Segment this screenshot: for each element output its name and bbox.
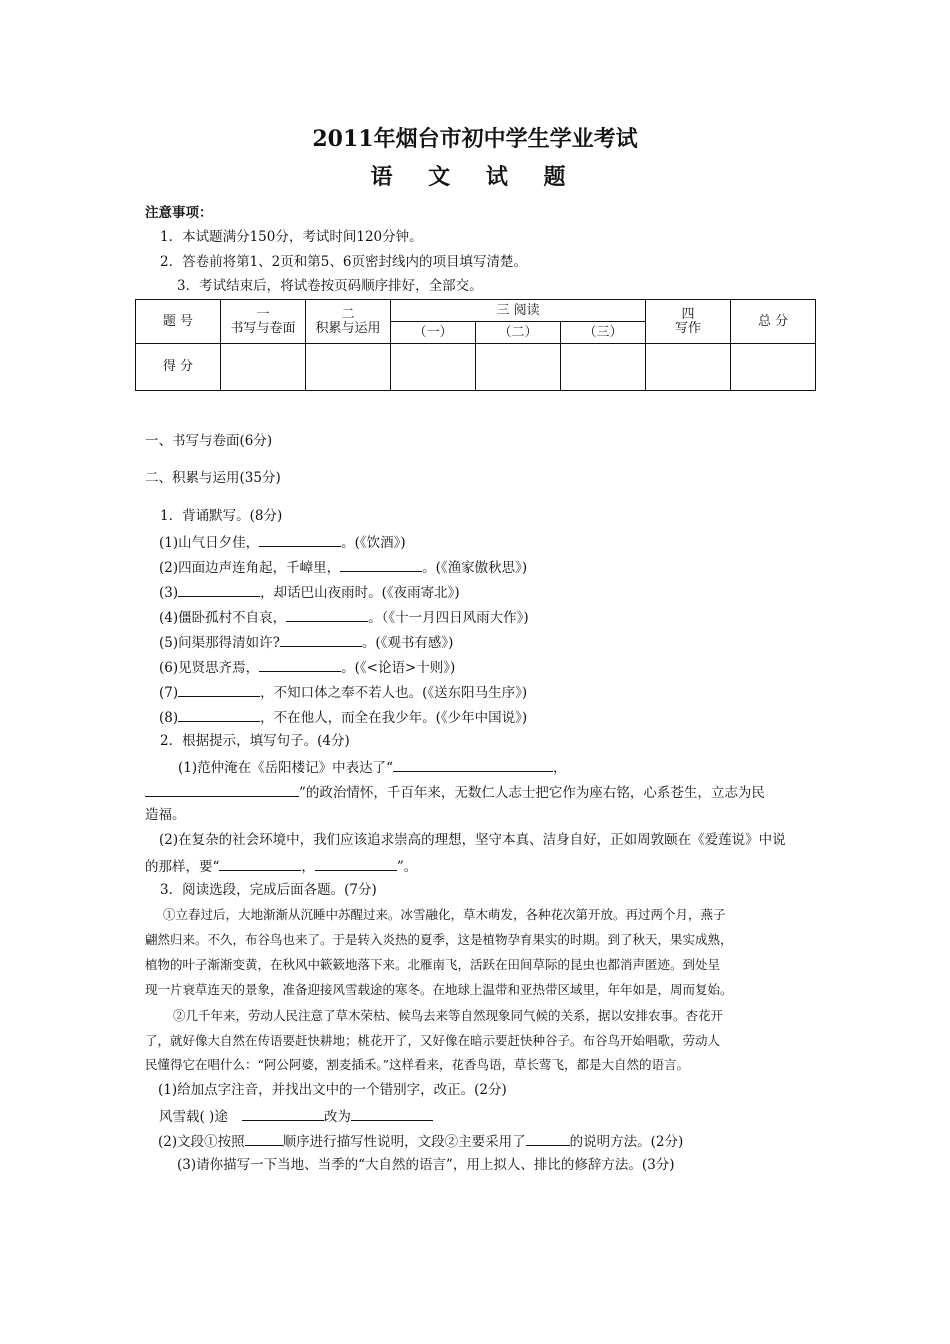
- col-accumulation-label: 积累与运用: [315, 320, 381, 336]
- recite-prompt: (1)山气日夕佳，: [159, 535, 260, 551]
- score-cell[interactable]: [646, 344, 731, 391]
- passage-line: 了，就好像大自然在传语要赶快耕地；桃花开了，又好像在暗示要赶快种谷子。布谷鸟开始唱歌，劳动人: [145, 1033, 721, 1048]
- recite-source: 。(《饮酒》): [341, 535, 406, 551]
- answer-blank[interactable]: [178, 707, 260, 722]
- fill-line: [145, 856, 417, 876]
- change-label: 改为: [323, 1109, 351, 1125]
- sub-question-text: (2)文段①按照: [158, 1134, 245, 1150]
- recite-source: 。(《观书有感》): [361, 635, 454, 651]
- recite-source: ，却话巴山夜雨时。(《夜雨寄北》): [260, 585, 460, 601]
- question-title: 3．阅读选段，完成后面各题。(7分): [160, 882, 377, 898]
- answer-blank[interactable]: [286, 607, 368, 622]
- recite-line: [159, 532, 406, 552]
- notice-item: 2．答卷前将第1、2页和第5、6页密封线内的项目填写清楚。: [160, 254, 527, 270]
- score-table: [135, 299, 816, 391]
- answer-blank[interactable]: [351, 1106, 433, 1121]
- score-cell[interactable]: [476, 344, 561, 391]
- fill-prompt: ”。: [396, 859, 418, 875]
- section-heading: 二、积累与运用(35分): [145, 470, 281, 486]
- score-cell[interactable]: [731, 344, 816, 391]
- passage-line: 翩然归来。不久，布谷鸟也来了。于是转入炎热的夏季，这是植物孕育果实的时期。到了秋天，果实成熟，: [145, 932, 733, 947]
- fill-line: (2)在复杂的社会环境中，我们应该追求崇高的理想，坚守本真、洁身自好，正如周敦颐在《爱莲说》中说: [159, 832, 786, 848]
- recite-prompt: (2)四面边声连角起，千嶂里，: [159, 560, 341, 576]
- recite-line: [159, 707, 527, 727]
- fill-prompt: ，: [301, 859, 315, 875]
- sub-question: [158, 1131, 683, 1151]
- recite-prompt: (5)问渠那得清如许?: [159, 635, 280, 651]
- recite-prompt: (7): [159, 685, 179, 701]
- col-writing-cell: [221, 300, 306, 344]
- recite-prompt: (6)见贤思齐焉，: [159, 660, 260, 676]
- recite-source: 。(《渔家傲秋思》): [422, 560, 528, 576]
- col-writing-num: 一: [256, 306, 270, 322]
- col-composition-cell: [646, 300, 731, 344]
- answer-blank[interactable]: [259, 657, 341, 672]
- exam-subtitle: 语 文 试 题: [370, 164, 580, 190]
- notice-item: 3．考试结束后，将试卷按页码顺序排好，全部交。: [177, 278, 483, 294]
- passage-line: ①立春过后，大地渐渐从沉睡中苏醒过来。冰雪融化，草木萌发，各种花次第开放。再过两个月，燕子: [163, 907, 726, 922]
- col-accumulation-cell: [306, 300, 391, 344]
- col-composition-label: 写作: [675, 320, 702, 336]
- answer-blank[interactable]: [178, 582, 260, 597]
- fill-line: 造福。: [145, 807, 186, 823]
- col-reading-sub: （三）: [561, 322, 646, 344]
- fill-prompt: (1)范仲淹在《岳阳楼记》中表达了“: [178, 760, 394, 776]
- passage-line: 植物的叶子渐渐变黄，在秋风中簌簌地落下来。北雁南飞，活跃在田间草际的昆虫也都消声匿迹。到处呈: [145, 957, 721, 972]
- question-title: 1．背诵默写。(8分): [160, 508, 283, 524]
- fill-prompt: ，: [553, 760, 567, 776]
- answer-blank[interactable]: [526, 1131, 570, 1146]
- col-reading-sub: （一）: [391, 322, 476, 344]
- recite-line: [159, 607, 529, 627]
- row-header-cell: 题 号: [136, 300, 221, 344]
- passage-line: ②几千年来，劳动人民注意了草木荣枯、候鸟去来等自然现象同气候的关系，据以安排农事。杏花开: [173, 1008, 724, 1023]
- score-label-cell: 得 分: [136, 344, 221, 391]
- score-cell[interactable]: [306, 344, 391, 391]
- passage-line: 民懂得它在唱什么：“阿公阿婆，割麦插禾。”这样看来，花香鸟语，草长莺飞，都是大自然的语言。: [145, 1057, 690, 1072]
- fill-line: [145, 782, 765, 802]
- section-heading: 一、书写与卷面(6分): [145, 433, 273, 449]
- recite-line: [159, 582, 460, 602]
- fill-prompt: ”的政治情怀，千百年来，无数仁人志士把它作为座右铭，心系苍生，立志为民: [299, 785, 765, 801]
- fill-line: [178, 757, 567, 777]
- col-accumulation-num: 二: [341, 306, 355, 322]
- recite-line: [159, 557, 527, 577]
- recite-source: ，不知口体之奉不若人也。(《送东阳马生序》): [260, 685, 528, 701]
- recite-prompt: (4)僵卧孤村不自哀，: [159, 610, 287, 626]
- recite-prompt: (3): [159, 585, 179, 601]
- passage-line: 现一片衰草连天的景象，准备迎接风雪载途的寒冬。在地球上温带和亚热带区域里，年年如是，周而复始。: [145, 982, 733, 997]
- notice-heading: 注意事项：: [145, 205, 213, 221]
- recite-line: [159, 682, 527, 702]
- col-total-cell: 总 分: [731, 300, 816, 344]
- col-writing-label: 书写与卷面: [230, 320, 296, 336]
- fill-prompt: 的那样，要“: [145, 859, 220, 875]
- recite-source: 。(《<论语>十则》): [341, 660, 456, 676]
- score-cell[interactable]: [561, 344, 646, 391]
- recite-source: ，不在他人，而全在我少年。(《少年中国说》): [260, 710, 528, 726]
- recite-line: [159, 657, 455, 677]
- answer-blank[interactable]: [315, 856, 397, 871]
- recite-prompt: (8): [159, 710, 179, 726]
- answer-blank[interactable]: [393, 757, 553, 772]
- col-reading-group: 三 阅读: [391, 300, 646, 322]
- answer-blank[interactable]: [145, 782, 299, 797]
- score-cell[interactable]: [221, 344, 306, 391]
- sub-question: [159, 1106, 433, 1126]
- sub-question-text: 的说明方法。(2分): [569, 1134, 684, 1150]
- sub-question: (3)请你描写一下当地、当季的“大自然的语言”，用上拟人、排比的修辞方法。(3分): [177, 1157, 675, 1173]
- answer-blank[interactable]: [219, 856, 301, 871]
- exam-title: 2011年烟台市初中学生学业考试: [312, 126, 638, 152]
- col-reading-sub: （二）: [476, 322, 561, 344]
- answer-blank[interactable]: [242, 1106, 324, 1121]
- answer-blank[interactable]: [280, 632, 362, 647]
- recite-line: [159, 632, 453, 652]
- answer-blank[interactable]: [340, 557, 422, 572]
- answer-blank[interactable]: [245, 1131, 283, 1146]
- answer-blank[interactable]: [259, 532, 341, 547]
- question-title: 2．根据提示，填写句子。(4分): [160, 733, 350, 749]
- col-composition-num: 四: [681, 306, 695, 322]
- recite-source: 。（《十一月四日风雨大作》): [368, 610, 529, 626]
- notice-item: 1．本试题满分150分，考试时间120分钟。: [160, 229, 423, 245]
- sub-question-text: 顺序进行描写性说明，文段②主要采用了: [282, 1134, 526, 1150]
- answer-blank[interactable]: [178, 682, 260, 697]
- score-cell[interactable]: [391, 344, 476, 391]
- pinyin-prompt: 风雪载( )途: [159, 1109, 228, 1125]
- sub-question: (1)给加点字注音，并找出文中的一个错别字，改正。(2分): [158, 1082, 507, 1098]
